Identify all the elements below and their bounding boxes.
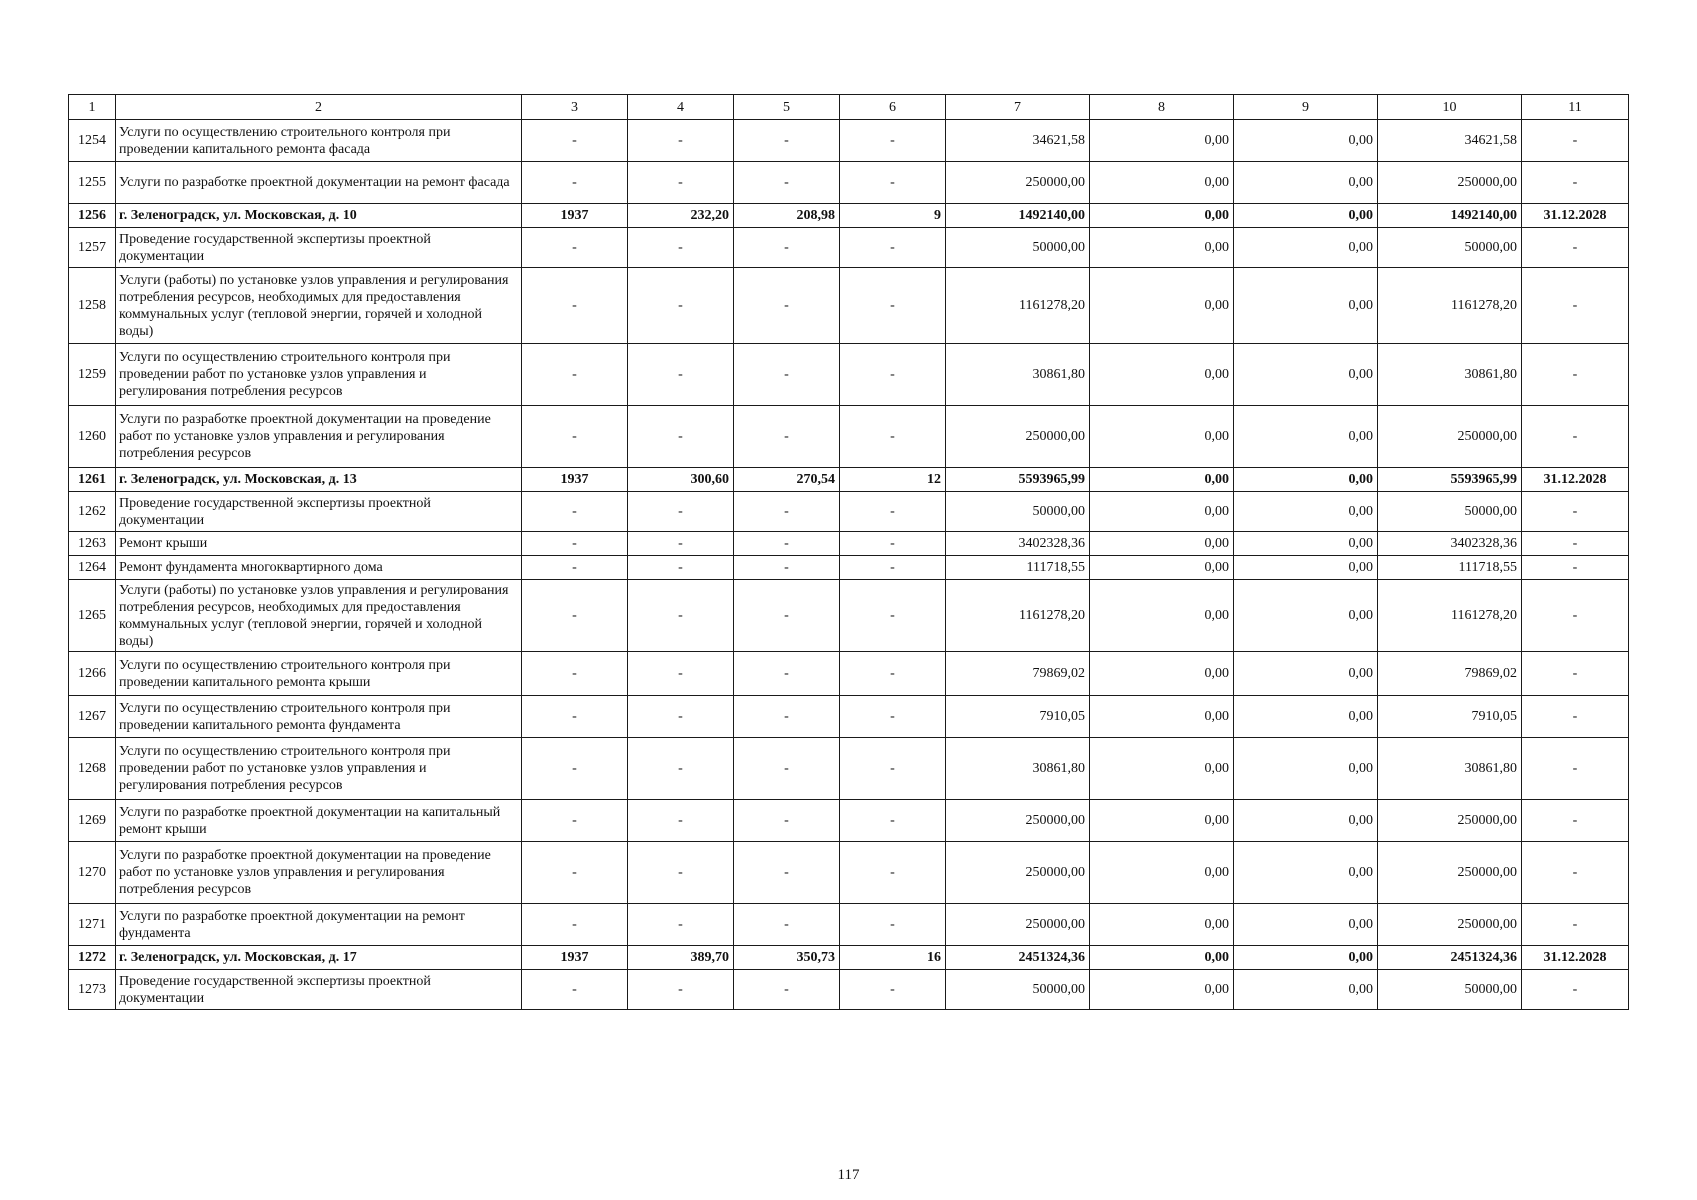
col8-value: 0,00 — [1090, 904, 1234, 946]
col4-value: - — [628, 162, 734, 204]
work-description: Услуги (работы) по установке узлов управления и регулирования потребления ресурсов, необходимых для предоставления коммунальных услуг (тепловой энергии, горячей и холодной воды) — [116, 580, 522, 652]
col11-value: - — [1522, 970, 1629, 1010]
col8-value: 0,00 — [1090, 696, 1234, 738]
work-description: Проведение государственной экспертизы проектной документации — [116, 492, 522, 532]
col6-value: 12 — [840, 468, 946, 492]
col4-value: - — [628, 738, 734, 800]
col3-value: - — [522, 228, 628, 268]
col11-value: - — [1522, 344, 1629, 406]
col6-value: - — [840, 842, 946, 904]
work-description: г. Зеленоградск, ул. Московская, д. 10 — [116, 204, 522, 228]
col6-value: - — [840, 652, 946, 696]
col4-value: - — [628, 406, 734, 468]
col5-value: - — [734, 406, 840, 468]
col3-value: - — [522, 652, 628, 696]
address-row — [69, 468, 1629, 492]
col4-value: - — [628, 800, 734, 842]
work-description: Услуги по осуществлению строительного контроля при проведении капитального ремонта фасада — [116, 120, 522, 162]
col4-value: - — [628, 652, 734, 696]
col10-value: 5593965,99 — [1378, 468, 1522, 492]
col7-value: 79869,02 — [946, 652, 1090, 696]
col11-value: - — [1522, 532, 1629, 556]
col11-value: 31.12.2028 — [1522, 204, 1629, 228]
col3-value: - — [522, 268, 628, 344]
page-number: 117 — [837, 1167, 860, 1183]
col8-value: 0,00 — [1090, 468, 1234, 492]
col4-value: - — [628, 904, 734, 946]
col4-value: 300,60 — [628, 468, 734, 492]
row-number: 1268 — [69, 738, 116, 800]
table-row — [69, 580, 1629, 652]
col11-value: - — [1522, 652, 1629, 696]
col5-value: - — [734, 556, 840, 580]
col7-value: 50000,00 — [946, 492, 1090, 532]
row-number: 1265 — [69, 580, 116, 652]
col7-value: 1161278,20 — [946, 268, 1090, 344]
table-row — [69, 532, 1629, 556]
table-row — [69, 738, 1629, 800]
col10-value: 250000,00 — [1378, 800, 1522, 842]
work-description: Проведение государственной экспертизы проектной документации — [116, 228, 522, 268]
table-row — [69, 406, 1629, 468]
row-number: 1272 — [69, 946, 116, 970]
col7-value: 50000,00 — [946, 228, 1090, 268]
col3-value: - — [522, 580, 628, 652]
col11-value: - — [1522, 162, 1629, 204]
col7-value: 7910,05 — [946, 696, 1090, 738]
col3-value: - — [522, 406, 628, 468]
table-row — [69, 970, 1629, 1010]
col6-value: - — [840, 120, 946, 162]
col8-value: 0,00 — [1090, 228, 1234, 268]
col6-value: - — [840, 580, 946, 652]
col8-value: 0,00 — [1090, 492, 1234, 532]
register-table — [68, 94, 1629, 1010]
col7-value: 250000,00 — [946, 904, 1090, 946]
col3-value: - — [522, 738, 628, 800]
col7-value: 34621,58 — [946, 120, 1090, 162]
col8-value: 0,00 — [1090, 652, 1234, 696]
col7-value: 30861,80 — [946, 344, 1090, 406]
col6-value: - — [840, 738, 946, 800]
work-description: Услуги по осуществлению строительного контроля при проведении работ по установке узлов управления и регулирования потребления ресурсов — [116, 738, 522, 800]
col7-value: 250000,00 — [946, 162, 1090, 204]
table-row — [69, 842, 1629, 904]
column-header: 10 — [1378, 95, 1522, 120]
col9-value: 0,00 — [1234, 946, 1378, 970]
col9-value: 0,00 — [1234, 204, 1378, 228]
column-header: 8 — [1090, 95, 1234, 120]
col7-value: 1492140,00 — [946, 204, 1090, 228]
col8-value: 0,00 — [1090, 580, 1234, 652]
col4-value: - — [628, 970, 734, 1010]
col8-value: 0,00 — [1090, 406, 1234, 468]
col6-value: - — [840, 970, 946, 1010]
col4-value: - — [628, 842, 734, 904]
col10-value: 3402328,36 — [1378, 532, 1522, 556]
row-number: 1270 — [69, 842, 116, 904]
row-number: 1263 — [69, 532, 116, 556]
col8-value: 0,00 — [1090, 738, 1234, 800]
col9-value: 0,00 — [1234, 162, 1378, 204]
col9-value: 0,00 — [1234, 344, 1378, 406]
col8-value: 0,00 — [1090, 946, 1234, 970]
col3-value: 1937 — [522, 468, 628, 492]
col11-value: - — [1522, 904, 1629, 946]
col10-value: 34621,58 — [1378, 120, 1522, 162]
col9-value: 0,00 — [1234, 556, 1378, 580]
col11-value: - — [1522, 556, 1629, 580]
col11-value: - — [1522, 738, 1629, 800]
col4-value: - — [628, 580, 734, 652]
col6-value: 9 — [840, 204, 946, 228]
col6-value: - — [840, 406, 946, 468]
col7-value: 50000,00 — [946, 970, 1090, 1010]
col10-value: 30861,80 — [1378, 738, 1522, 800]
column-header: 1 — [69, 95, 116, 120]
col9-value: 0,00 — [1234, 970, 1378, 1010]
col8-value: 0,00 — [1090, 970, 1234, 1010]
col11-value: - — [1522, 800, 1629, 842]
col5-value: 208,98 — [734, 204, 840, 228]
col3-value: - — [522, 696, 628, 738]
work-description: Услуги по разработке проектной документации на проведение работ по установке узлов управления и регулирования потребления ресурсов — [116, 842, 522, 904]
col11-value: - — [1522, 120, 1629, 162]
column-header: 11 — [1522, 95, 1629, 120]
col11-value: - — [1522, 492, 1629, 532]
col11-value: 31.12.2028 — [1522, 468, 1629, 492]
col9-value: 0,00 — [1234, 904, 1378, 946]
work-description: г. Зеленоградск, ул. Московская, д. 13 — [116, 468, 522, 492]
col10-value: 79869,02 — [1378, 652, 1522, 696]
col10-value: 1161278,20 — [1378, 268, 1522, 344]
col5-value: - — [734, 532, 840, 556]
col8-value: 0,00 — [1090, 800, 1234, 842]
column-header: 2 — [116, 95, 522, 120]
col6-value: - — [840, 904, 946, 946]
work-description: Услуги по разработке проектной документации на ремонт фундамента — [116, 904, 522, 946]
col5-value: 270,54 — [734, 468, 840, 492]
col9-value: 0,00 — [1234, 696, 1378, 738]
col3-value: - — [522, 556, 628, 580]
table-row — [69, 800, 1629, 842]
work-description: Ремонт фундамента многоквартирного дома — [116, 556, 522, 580]
col7-value: 250000,00 — [946, 800, 1090, 842]
col5-value: - — [734, 904, 840, 946]
col8-value: 0,00 — [1090, 162, 1234, 204]
col10-value: 7910,05 — [1378, 696, 1522, 738]
col8-value: 0,00 — [1090, 268, 1234, 344]
row-number: 1260 — [69, 406, 116, 468]
row-number: 1254 — [69, 120, 116, 162]
col9-value: 0,00 — [1234, 842, 1378, 904]
work-description: Услуги по осуществлению строительного контроля при проведении капитального ремонта крыши — [116, 652, 522, 696]
col11-value: - — [1522, 842, 1629, 904]
col10-value: 250000,00 — [1378, 162, 1522, 204]
work-description: Услуги по осуществлению строительного контроля при проведении работ по установке узлов управления и регулирования потребления ресурсов — [116, 344, 522, 406]
work-description: Услуги (работы) по установке узлов управления и регулирования потребления ресурсов, необходимых для предоставления коммунальных услуг (тепловой энергии, горячей и холодной воды) — [116, 268, 522, 344]
row-number: 1257 — [69, 228, 116, 268]
col7-value: 30861,80 — [946, 738, 1090, 800]
col8-value: 0,00 — [1090, 842, 1234, 904]
table-row — [69, 344, 1629, 406]
col4-value: - — [628, 696, 734, 738]
row-number: 1255 — [69, 162, 116, 204]
col9-value: 0,00 — [1234, 468, 1378, 492]
col4-value: - — [628, 268, 734, 344]
column-header: 5 — [734, 95, 840, 120]
col9-value: 0,00 — [1234, 120, 1378, 162]
col3-value: - — [522, 842, 628, 904]
col3-value: - — [522, 904, 628, 946]
col5-value: - — [734, 652, 840, 696]
table-row — [69, 904, 1629, 946]
col7-value: 1161278,20 — [946, 580, 1090, 652]
row-number: 1273 — [69, 970, 116, 1010]
col9-value: 0,00 — [1234, 532, 1378, 556]
col5-value: - — [734, 800, 840, 842]
row-number: 1267 — [69, 696, 116, 738]
col9-value: 0,00 — [1234, 800, 1378, 842]
col3-value: 1937 — [522, 946, 628, 970]
table-row — [69, 162, 1629, 204]
col4-value: - — [628, 532, 734, 556]
col11-value: - — [1522, 696, 1629, 738]
col5-value: - — [734, 228, 840, 268]
table-row — [69, 228, 1629, 268]
col10-value: 1492140,00 — [1378, 204, 1522, 228]
table-row — [69, 120, 1629, 162]
col5-value: - — [734, 120, 840, 162]
col8-value: 0,00 — [1090, 344, 1234, 406]
col6-value: - — [840, 162, 946, 204]
col6-value: 16 — [840, 946, 946, 970]
col5-value: - — [734, 162, 840, 204]
col6-value: - — [840, 532, 946, 556]
col4-value: - — [628, 492, 734, 532]
row-number: 1256 — [69, 204, 116, 228]
col7-value: 3402328,36 — [946, 532, 1090, 556]
col3-value: - — [522, 800, 628, 842]
row-number: 1261 — [69, 468, 116, 492]
col11-value: - — [1522, 580, 1629, 652]
col3-value: - — [522, 344, 628, 406]
col5-value: - — [734, 344, 840, 406]
col6-value: - — [840, 556, 946, 580]
col3-value: - — [522, 970, 628, 1010]
col9-value: 0,00 — [1234, 652, 1378, 696]
col11-value: 31.12.2028 — [1522, 946, 1629, 970]
column-header: 3 — [522, 95, 628, 120]
col10-value: 2451324,36 — [1378, 946, 1522, 970]
col5-value: - — [734, 492, 840, 532]
table-row — [69, 268, 1629, 344]
work-description: Услуги по разработке проектной документации на капитальный ремонт крыши — [116, 800, 522, 842]
row-number: 1258 — [69, 268, 116, 344]
work-description: г. Зеленоградск, ул. Московская, д. 17 — [116, 946, 522, 970]
col3-value: - — [522, 532, 628, 556]
column-header: 6 — [840, 95, 946, 120]
work-description: Ремонт крыши — [116, 532, 522, 556]
column-header: 4 — [628, 95, 734, 120]
col7-value: 5593965,99 — [946, 468, 1090, 492]
address-row — [69, 946, 1629, 970]
col5-value: - — [734, 842, 840, 904]
header-row — [69, 95, 1629, 120]
row-number: 1259 — [69, 344, 116, 406]
table-row — [69, 492, 1629, 532]
work-description: Услуги по осуществлению строительного контроля при проведении капитального ремонта фундамента — [116, 696, 522, 738]
col6-value: - — [840, 228, 946, 268]
work-description: Проведение государственной экспертизы проектной документации — [116, 970, 522, 1010]
col4-value: 232,20 — [628, 204, 734, 228]
address-row — [69, 204, 1629, 228]
col3-value: - — [522, 120, 628, 162]
col10-value: 50000,00 — [1378, 970, 1522, 1010]
table-row — [69, 556, 1629, 580]
col7-value: 250000,00 — [946, 842, 1090, 904]
row-number: 1266 — [69, 652, 116, 696]
col6-value: - — [840, 344, 946, 406]
col4-value: - — [628, 344, 734, 406]
work-description: Услуги по разработке проектной документации на ремонт фасада — [116, 162, 522, 204]
row-number: 1271 — [69, 904, 116, 946]
col9-value: 0,00 — [1234, 580, 1378, 652]
col10-value: 50000,00 — [1378, 492, 1522, 532]
col3-value: - — [522, 492, 628, 532]
col11-value: - — [1522, 268, 1629, 344]
col4-value: - — [628, 556, 734, 580]
col7-value: 250000,00 — [946, 406, 1090, 468]
col5-value: - — [734, 970, 840, 1010]
col10-value: 111718,55 — [1378, 556, 1522, 580]
col8-value: 0,00 — [1090, 556, 1234, 580]
col11-value: - — [1522, 228, 1629, 268]
col9-value: 0,00 — [1234, 268, 1378, 344]
col6-value: - — [840, 696, 946, 738]
column-header: 7 — [946, 95, 1090, 120]
col5-value: - — [734, 738, 840, 800]
row-number: 1262 — [69, 492, 116, 532]
col11-value: - — [1522, 406, 1629, 468]
col10-value: 250000,00 — [1378, 904, 1522, 946]
table-row — [69, 696, 1629, 738]
table-row — [69, 652, 1629, 696]
col7-value: 111718,55 — [946, 556, 1090, 580]
column-header: 9 — [1234, 95, 1378, 120]
col8-value: 0,00 — [1090, 120, 1234, 162]
work-description: Услуги по разработке проектной документации на проведение работ по установке узлов управления и регулирования потребления ресурсов — [116, 406, 522, 468]
col5-value: - — [734, 696, 840, 738]
col4-value: - — [628, 228, 734, 268]
col10-value: 1161278,20 — [1378, 580, 1522, 652]
col4-value: - — [628, 120, 734, 162]
col10-value: 250000,00 — [1378, 406, 1522, 468]
row-number: 1269 — [69, 800, 116, 842]
col10-value: 50000,00 — [1378, 228, 1522, 268]
col10-value: 30861,80 — [1378, 344, 1522, 406]
col9-value: 0,00 — [1234, 738, 1378, 800]
col5-value: 350,73 — [734, 946, 840, 970]
col9-value: 0,00 — [1234, 492, 1378, 532]
col5-value: - — [734, 268, 840, 344]
row-number: 1264 — [69, 556, 116, 580]
col7-value: 2451324,36 — [946, 946, 1090, 970]
col6-value: - — [840, 800, 946, 842]
col9-value: 0,00 — [1234, 406, 1378, 468]
col6-value: - — [840, 268, 946, 344]
col10-value: 250000,00 — [1378, 842, 1522, 904]
col3-value: - — [522, 162, 628, 204]
col5-value: - — [734, 580, 840, 652]
col9-value: 0,00 — [1234, 228, 1378, 268]
col6-value: - — [840, 492, 946, 532]
col8-value: 0,00 — [1090, 532, 1234, 556]
col3-value: 1937 — [522, 204, 628, 228]
col4-value: 389,70 — [628, 946, 734, 970]
col8-value: 0,00 — [1090, 204, 1234, 228]
